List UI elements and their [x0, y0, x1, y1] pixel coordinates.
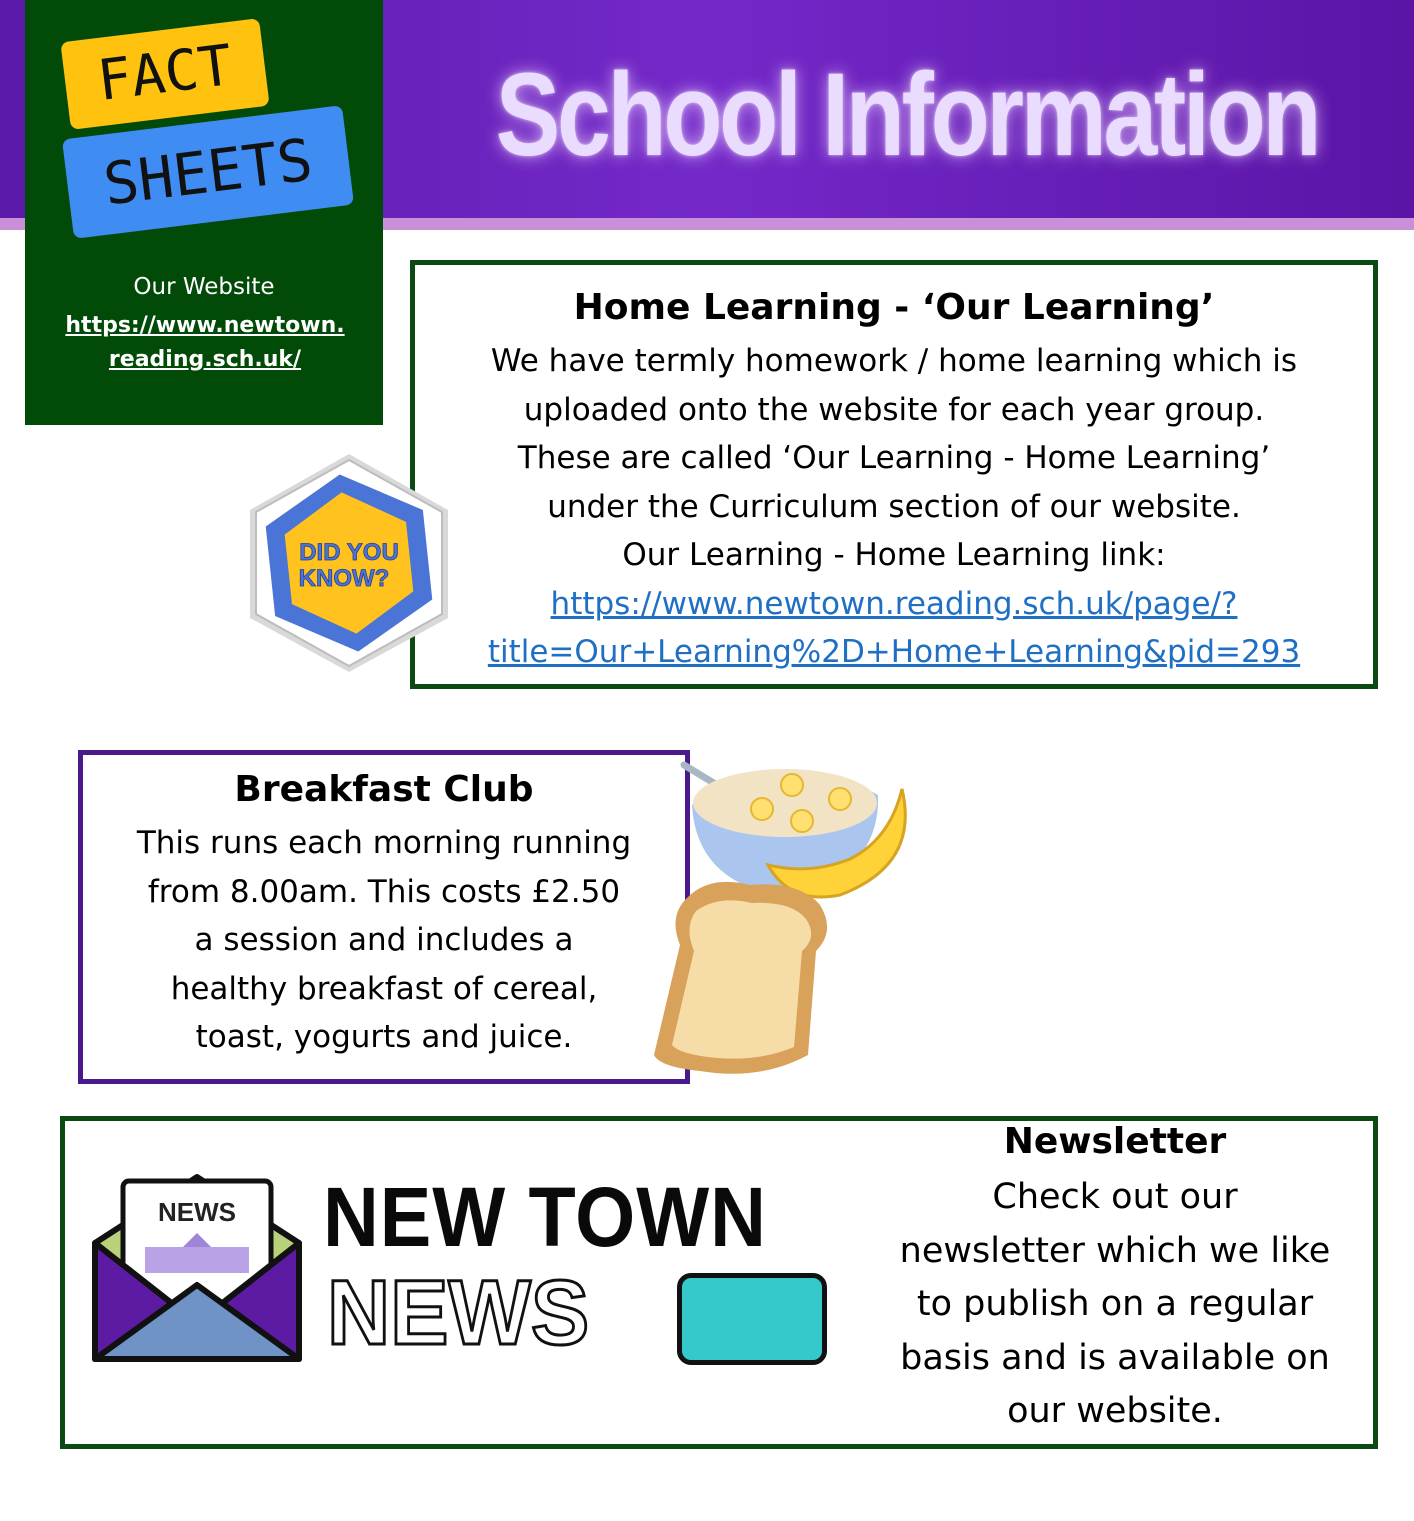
newsletter-line: Check out our — [992, 1177, 1238, 1217]
badge-line1: DID YOU — [299, 539, 399, 566]
breakfast-line: from 8.00am. This costs £2.50 — [147, 873, 621, 910]
breakfast-line: a session and includes a — [194, 922, 574, 958]
breakfast-line: toast, yogurts and juice. — [195, 1019, 573, 1055]
home-learning-link-line2: title=Our+Learning%2D+Home+Learning&pid=293 — [487, 634, 1301, 670]
home-learning-text — [435, 337, 1353, 677]
page-title: School Information — [495, 49, 1319, 181]
home-learning-box — [410, 260, 1378, 689]
breakfast-line: healthy breakfast of cereal, — [170, 970, 598, 1007]
newsletter-text — [855, 1171, 1375, 1439]
newsletter-line: our website. — [1007, 1391, 1223, 1431]
newsletter-line: basis and is available on — [900, 1337, 1330, 1378]
home-learning-line: uploaded onto the website for each year group. — [523, 391, 1265, 428]
home-learning-line: These are called ‘Our Learning - Home Learning’ — [517, 440, 1271, 476]
breakfast-illustration — [640, 755, 930, 1085]
website-link[interactable] — [55, 309, 355, 377]
did-you-know-badge — [240, 448, 458, 676]
newsletter-card-label: NEWS — [158, 1197, 236, 1227]
website-link-line2: reading.sch.uk/ — [108, 347, 302, 372]
breakfast-club-box — [78, 750, 690, 1084]
newsletter-logo-title: NEW TOWN — [323, 1170, 767, 1264]
newsletter-line: newsletter which we like — [899, 1230, 1331, 1271]
home-learning-link[interactable] — [435, 580, 1353, 677]
fact-tag: FACT — [60, 18, 269, 130]
home-learning-line: Our Learning - Home Learning link: — [622, 537, 1166, 573]
newsletter-title: Newsletter — [1003, 1121, 1227, 1162]
breakfast-club-text — [91, 819, 677, 1062]
newsletter-envelope-icon — [87, 1173, 307, 1373]
sheets-tag: SHEETS — [62, 105, 354, 239]
fact-sheet-panel — [25, 0, 383, 425]
newsletter-logo-subtitle: NEWS — [327, 1262, 590, 1364]
newsletter-line: to publish on a regular — [916, 1284, 1314, 1324]
home-learning-line: We have termly homework / home learning which is — [490, 343, 1298, 379]
newsletter-box — [60, 1116, 1378, 1449]
home-learning-line: under the Curriculum section of our website. — [547, 488, 1241, 525]
home-learning-link-line1: https://www.newtown.reading.sch.uk/page/? — [550, 585, 1238, 622]
breakfast-club-title: Breakfast Club — [234, 769, 534, 810]
website-label: Our Website — [133, 274, 275, 300]
badge-line2: KNOW? — [298, 565, 390, 592]
newsletter-logo-teal-box — [677, 1273, 827, 1365]
website-link-line1: https://www.newtown. — [65, 313, 345, 338]
breakfast-line: This runs each morning running — [136, 825, 632, 861]
home-learning-title: Home Learning - ‘Our Learning’ — [573, 287, 1215, 328]
